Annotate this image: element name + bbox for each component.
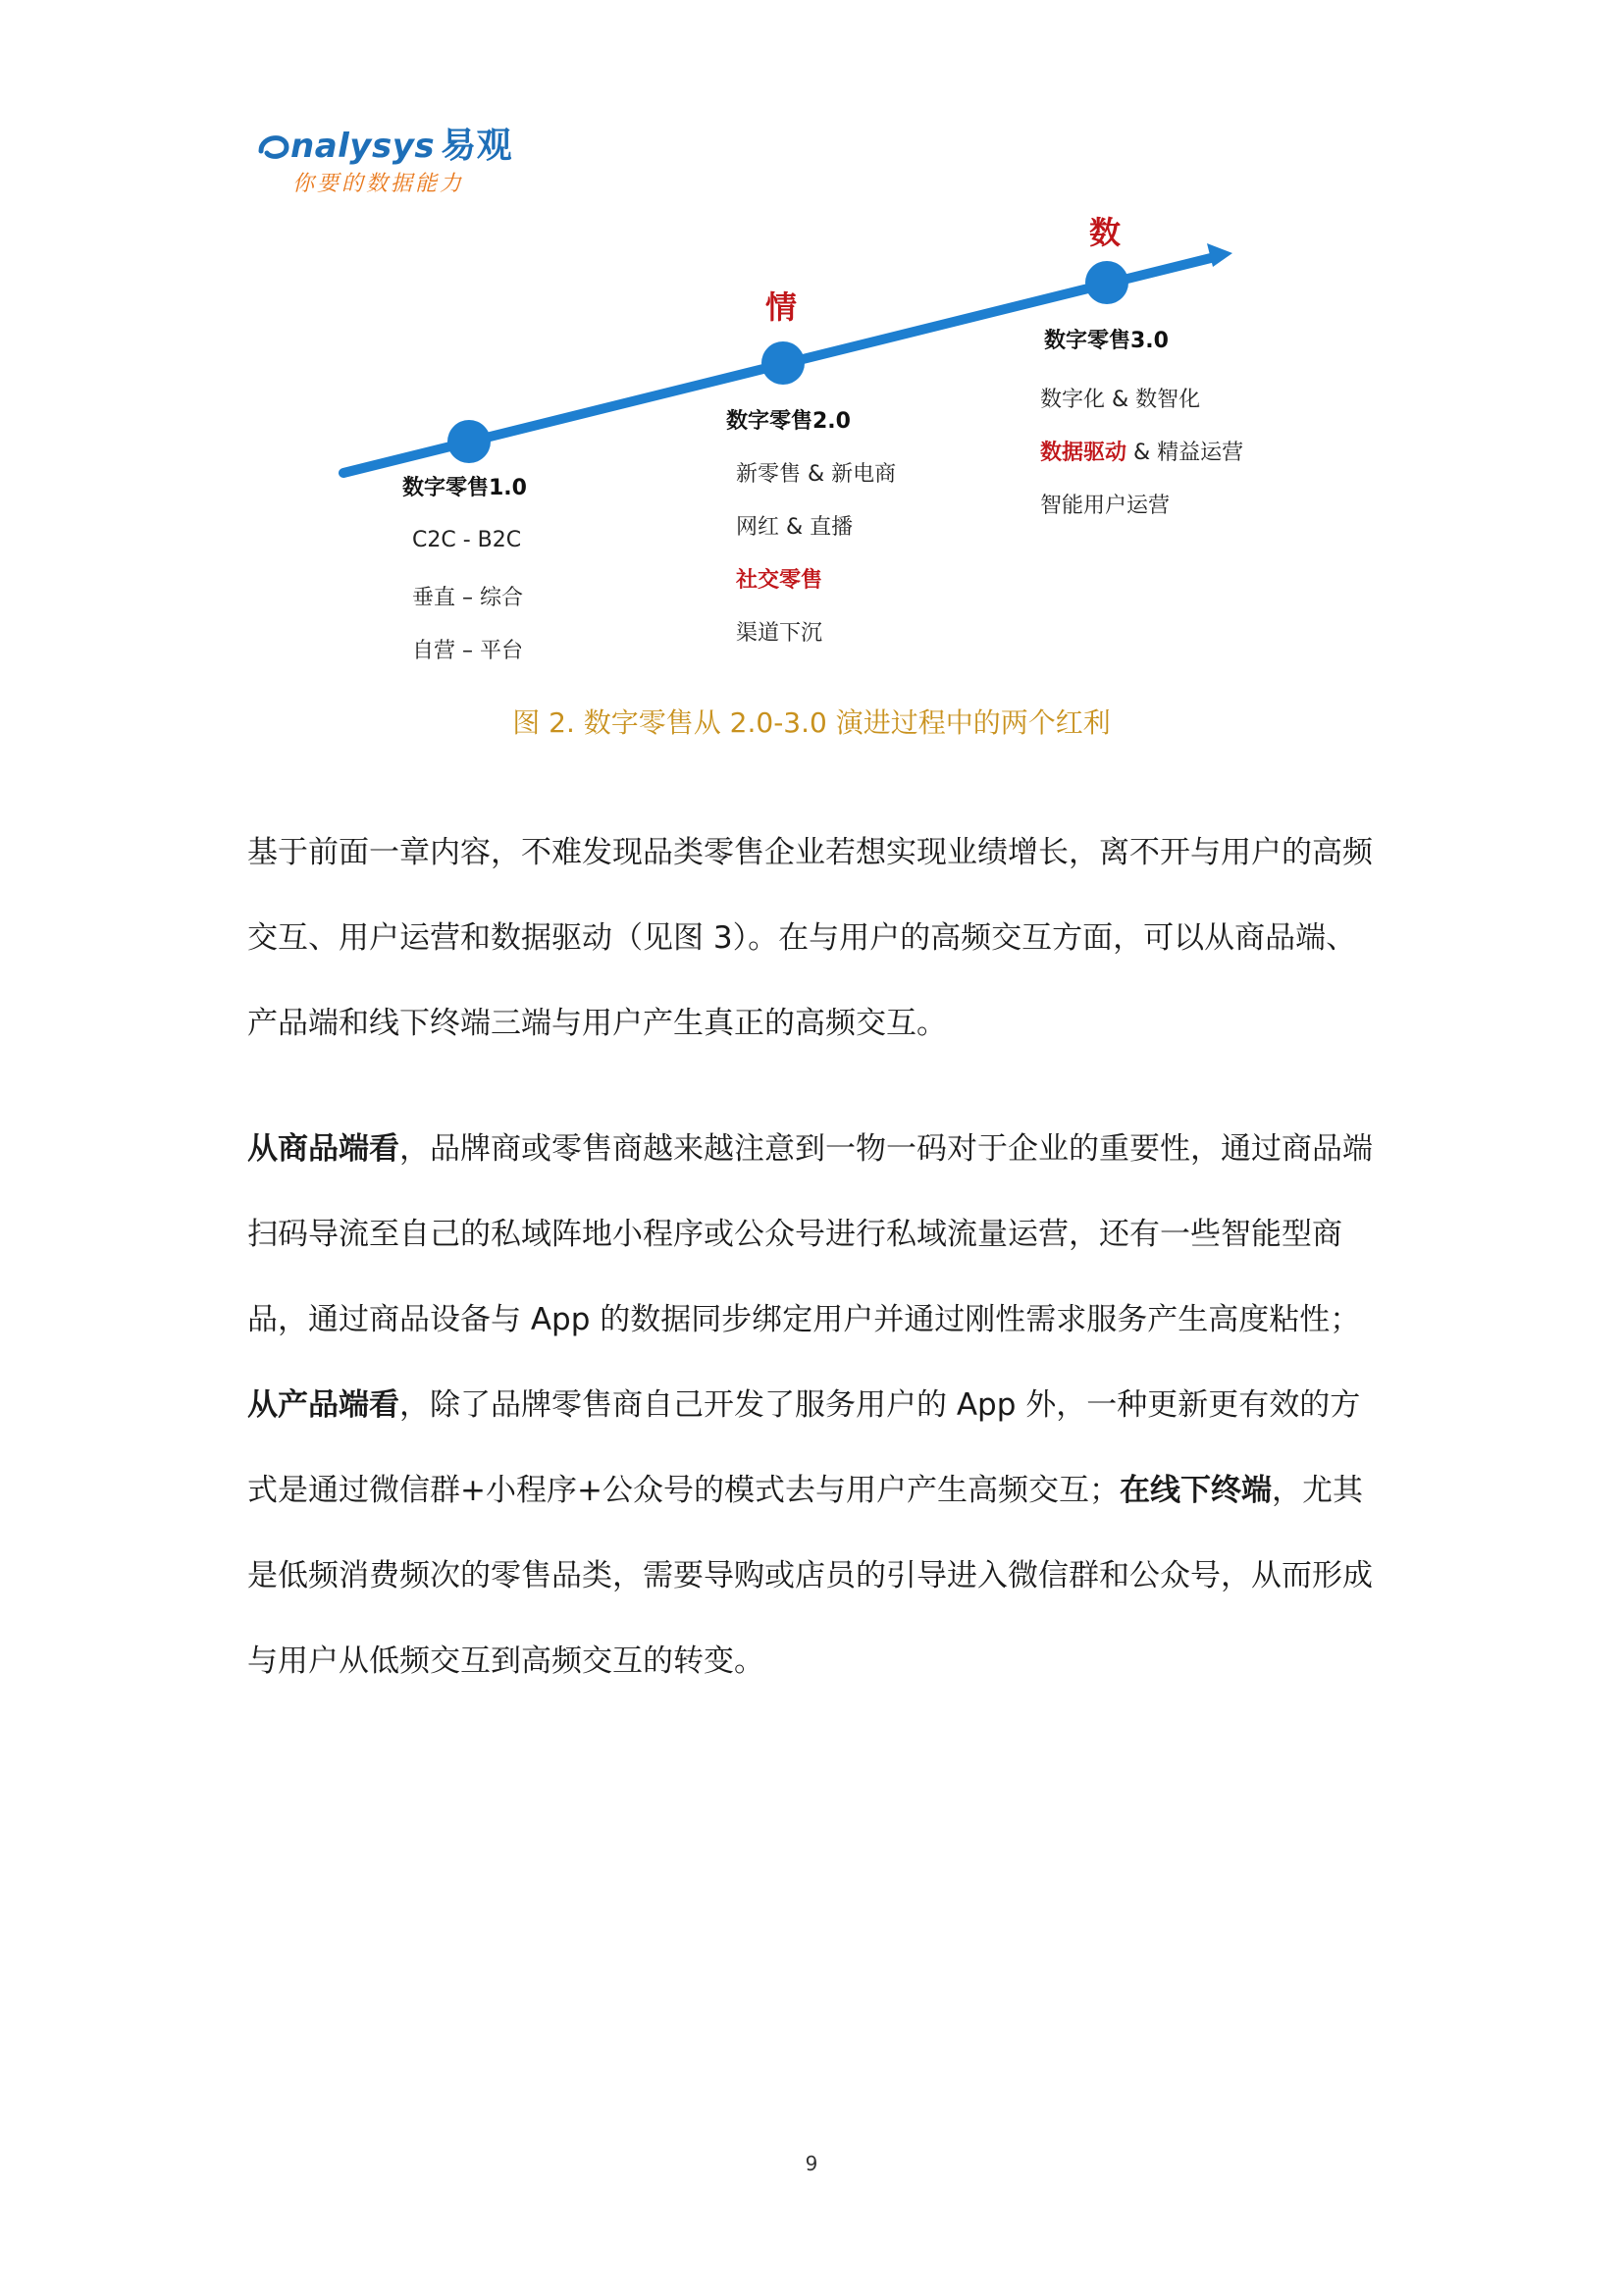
page-number: 9 <box>805 2152 818 2175</box>
stage-2-title: 数字零售2.0 <box>726 409 851 434</box>
brand-logo <box>257 118 512 206</box>
stage-3-item: 数字化 & 数智化 <box>1040 388 1201 412</box>
stage-3-title: 数字零售3.0 <box>1044 329 1169 353</box>
body-paragraph-1: 基于前面一章内容，不难发现品类零售企业若想实现业绩增长，离不开与用户的高频交互、用户运营和数据驱动（见图 3）。在与用户的高频交互方面，可以从商品端、产品端和线下终端三端与用户产生真正的高频交互。 <box>247 835 1373 1041</box>
stage-3-item-driver: 数据驱动 & 精益运营 <box>1040 441 1244 465</box>
stage-3-driver-highlight: 数据驱动 <box>1040 441 1127 465</box>
stage-2-item: 新零售 & 新电商 <box>736 462 897 487</box>
bold-phrase: 在线下终端 <box>1119 1473 1272 1508</box>
stage-dot-3 <box>1085 261 1128 304</box>
bold-phrase: 从商品端看 <box>247 1131 399 1167</box>
stage-1-item: C2C - B2C <box>412 528 522 552</box>
logo-wordmark: nalysys 易观 <box>257 118 512 168</box>
stage-2-char: 情 <box>765 288 798 326</box>
stage-dot-1 <box>447 420 491 463</box>
body-paragraph-2: 从商品端看，品牌商或零售商越来越注意到一物一码对于企业的重要性，通过商品端扫码导流至自己的私域阵地小程序或公众号进行私域流量运营，还有一些智能型商品，通过商品设备与 App 的数据同步绑定用户并通过刚性需求服务产生高度粘性；从产品端看，除了品牌零售商自己开发了服务用户的 App 外，一种更新更有效的方式是通过微信群+小程序+公众号的模式去与用户产生高频交互；在线下终端，尤其是低频消费频次的零售品类，需要导购或店员的引导进入微信群和公众号，从而形成与用户从低频交互到高频交互的转变。 <box>247 1131 1373 1679</box>
stage-1-item: 垂直 – 综合 <box>412 586 523 610</box>
stage-2-item: 渠道下沉 <box>736 621 823 646</box>
stage-1-item: 自营 – 平台 <box>412 639 523 663</box>
stage-2-item-highlight: 社交零售 <box>736 568 823 593</box>
stage-3-item: 智能用户运营 <box>1040 494 1171 518</box>
stage-dot-2 <box>761 341 805 385</box>
stage-2-item: 网红 & 直播 <box>736 515 854 540</box>
figure-caption: 图 2. 数字零售从 2.0-3.0 演进过程中的两个红利 <box>512 706 1111 739</box>
logo-swoosh-icon <box>257 130 290 163</box>
stage-1-title: 数字零售1.0 <box>402 476 527 500</box>
stage-3-char: 数 <box>1089 214 1122 251</box>
bold-phrase: 从产品端看 <box>247 1387 399 1423</box>
digital-retail-diagram <box>324 216 1285 687</box>
logo-tagline: 你要的数据能力 <box>292 172 465 196</box>
